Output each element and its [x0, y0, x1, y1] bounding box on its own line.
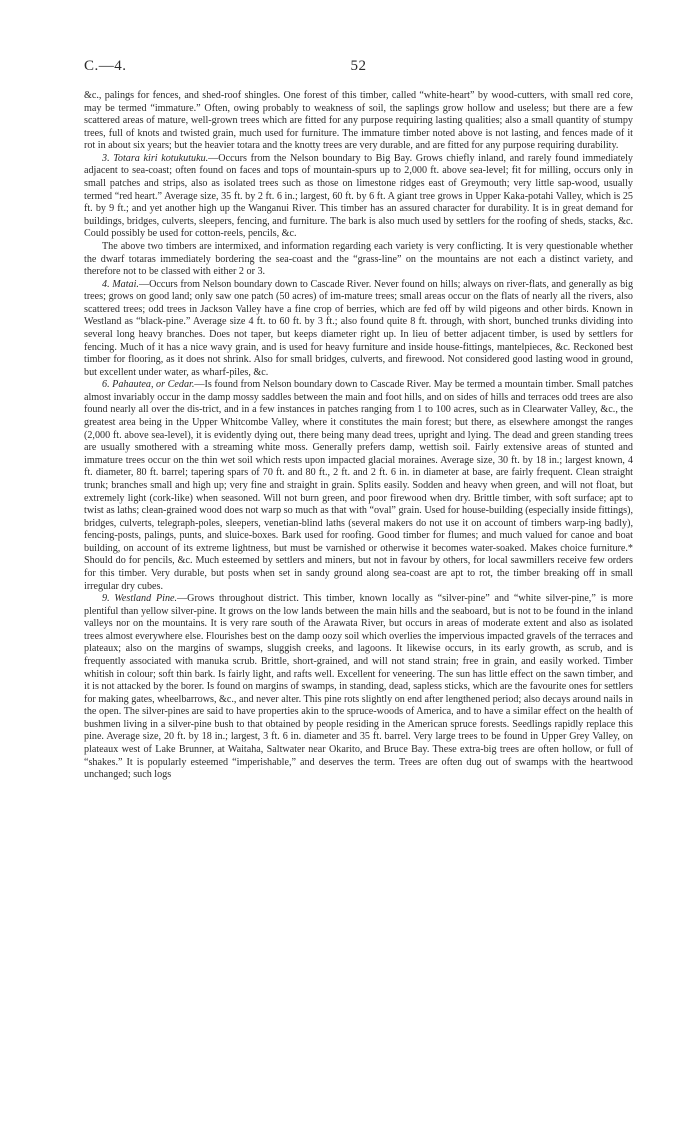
paragraph-matai: 4. Matai.—Occurs from Nelson boundary down to Cascade River. Never found on hills; always on river-flats, and generally as big trees; grows on good land; only saw one patch (50 acres) of im-mature trees; small areas occur on the flats of nearly all the rivers, also scattered trees; odd trees in Jackson Valley have a fine crop of berries, which are fed off by wild pigeons and other birds. Known in Westland as “black-pine.” Average size 4 ft. to 60 ft. by 3 ft.; also found quite 8 ft. through, with short, bunched trunks dividing into several long heavy branches. Does not taper, but keeps diameter right up. In lieu of better adjacent timber, is used by settlers for fencing. Much of it has a nice wavy grain, and is used for heavy furniture and inside house-fittings, mantelpieces, &c. Reckoned best timber for flooring, as it does not shrink. Also for small bridges, culverts, and firewood. Not considered good lasting wood in ground, but excellent under water, as wharf-piles, &c. [84, 278, 634, 378]
paragraph-westland-pine: 9. Westland Pine.—Grows throughout district. This timber, known locally as “silver-pine” and “white silver-pine,” is more plentiful than yellow silver-pine. It grows on the low lands between the main hills and the seaboard, but is not to be found in the inland valleys nor on the mountains. It is very rare south of the Arawata River, but occurs in areas of moderate extent and also as isolated trees almost everywhere else. Flourishes best on the damp oozy soil which overlies the impervious impacted gravels of the terraces and plateaux; also on the margins of swamps, sluggish creeks, and lagoons. It likewise occurs, in its early growth, as scrub, and is frequently associated with manuka scrub. Brittle, short-grained, and will not stand strain; free in grain, and easily worked. Timber whitish in colour; soft thin bark. Is fairly light, and rafts well. Excellent for veneering. The sun has little effect on the sawn timber, and it is not attacked by the borer. Is found on margins of swamps, in standing, dead, sapless sticks, which are the favourite ones for settlers for making gates, wheelbarrows, &c., and never alter. This pine rots slightly on end after lengthened period; also decays around nails in the open. The silver-pines are said to have properties akin to the spruce-woods of America, and to have a similar effect on the health of bushmen living in a silver-pine bush to that obtained by people residing in the American spruce forests. Seedlings rapidly replace this pine. Average size, 20 ft. by 18 in.; largest, 3 ft. 6 in. diameter and 35 ft. barrel. Very large trees to be found in Upper Grey Valley, on plateaux west of Lake Brunner, at Waitaha, Saltwater near Okarito, and Bruce Bay. These extra-big trees are often hollow, or full of “shakes.” It is popularly esteemed “imperishable,” and deserves the term. Trees are often dug out of swamps with the heartwood unchanged; such logs [84, 593, 634, 781]
page-number: 52 [350, 58, 367, 74]
running-header [84, 58, 633, 80]
species-heading: 3. Totara kiri kotukutuku. [102, 152, 209, 164]
report-reference: C.—4. [84, 58, 127, 74]
species-heading: 9. Westland Pine. [102, 593, 178, 605]
document-page [84, 58, 633, 1139]
species-heading: 4. Matai. [102, 278, 139, 290]
paragraph-totara-kiri: 3. Totara kiri kotukutuku.—Occurs from the Nelson boundary to Big Bay. Grows chiefly inland, and rarely found immediately adjacent to sea-coast; often found on faces and tops of mountain-spurs up to 2,000 ft. above sea-level; fit for milling, occurs only in small patches and strips, also as isolated trees such as those on limestone ridges east of Greymouth; very little sap-wood, usually termed “red heart.” Average size, 35 ft. by 2 ft. 6 in.; largest, 60 ft. by 6 ft. A giant tree grows in Upper Kaka-potahi Valley, which is 25 ft. by 9 ft.; and yet another high up the Wanganui River. This timber has an assured character for durability. It is in great demand for buildings, bridges, culverts, sleepers, fencing, and furniture. The bark is also much used by settlers for the roofing of sheds, stacks, &c. Could possibly be used for cotton-reels, pencils, &c. [84, 152, 633, 240]
paragraph-continued: &c., palings for fences, and shed-roof shingles. One forest of this timber, called “white-heart” by wood-cutters, with small red core, may be termed “immature.” Often, owing probably to weakness of soil, the saplings grow hollow and useless; but there are a few scattered areas of mature, well-grown trees which are fitted for any purpose requiring lasting qualities; also a small quantity of stumpy trees, full of knots and twisted grain, much used for furniture. The immature timber noted above is not lasting, and fences made of it rot in about six years; but the heavier totara and the knotty trees are very durable, and are fitted for any purpose requiring durability. [84, 90, 633, 152]
paragraph-note-intermixed: The above two timbers are intermixed, and information regarding each variety is very conflicting. It is very questionable whether the dwarf totaras immediately bordering the sea-coast and the “grass-line” on the mountains are not each a distinct variety, and therefore not to be classed with either 2 or 3. [84, 240, 633, 278]
species-heading: 6. Pahautea, or Cedar. [102, 379, 195, 391]
body-text [84, 90, 633, 782]
paragraph-pahautea: 6. Pahautea, or Cedar.—Is found from Nelson boundary down to Cascade River. May be termed a mountain timber. Small patches almost invariably occur in the damp mossy saddles between the main and foot hills, and on sides of hills and terraces odd trees are also found nearly all over the dis-trict, and in a few instances in patches ranging from 1 to 100 acres, such as in Clearwater Valley, &c., the greatest area being in the Upper Whitcombe Valley, where it constitutes the main forest; but there, as elsewhere amongst the ranges (2,000 ft. above sea-level), it is evidently dying out, there being many dead trees, upright and lying. The dead and green standing trees are usually smothered with a streaming white moss. Generally prefers damp, wettish soil. Fairly extensive areas of stunted and immature trees occur on the thin wet soil which rests upon impacted glacial moraines. Average size, 30 ft. by 18 in.; largest known, 4 ft. diameter, 80 ft. barrel; tapering spars of 70 ft. and 80 ft., 2 ft. and 2 ft. 6 in. in diameter at base, are fairly frequent. Clean straight trunk; branches small and high up; very fine and straight in grain. Splits easily. Sodden and heavy when green, and will not float, but extremely light (cork-like) when seasoned. Will not burn green, and poor firewood when dry. Brittle timber, with soft surface; apt to twist as laths; clean-grained wood does not warp so much as that with “oval” grain. Used for house-building (especially inside fittings), bridges, culverts, telegraph-poles, sleepers, venetian-blind laths (several makers do not use it on account of timbers warp-ing badly), fencing-posts, palings, punts, and sluice-boxes. Bark used for roofing. Good timber for flumes; and much valued for canoe and boat building, on account of its extreme lightness, but must be varnished or otherwise it becomes water-soaked. Makes choice furniture.* Should do for pencils, &c. Much esteemed by settlers and miners, but not in favour by others, for local sawmillers receive few orders for this timber. Very durable, but posts when set in sandy ground along sea-coast are apt to rot, the timber breaking off in small irregular dry cubes. [84, 379, 634, 592]
